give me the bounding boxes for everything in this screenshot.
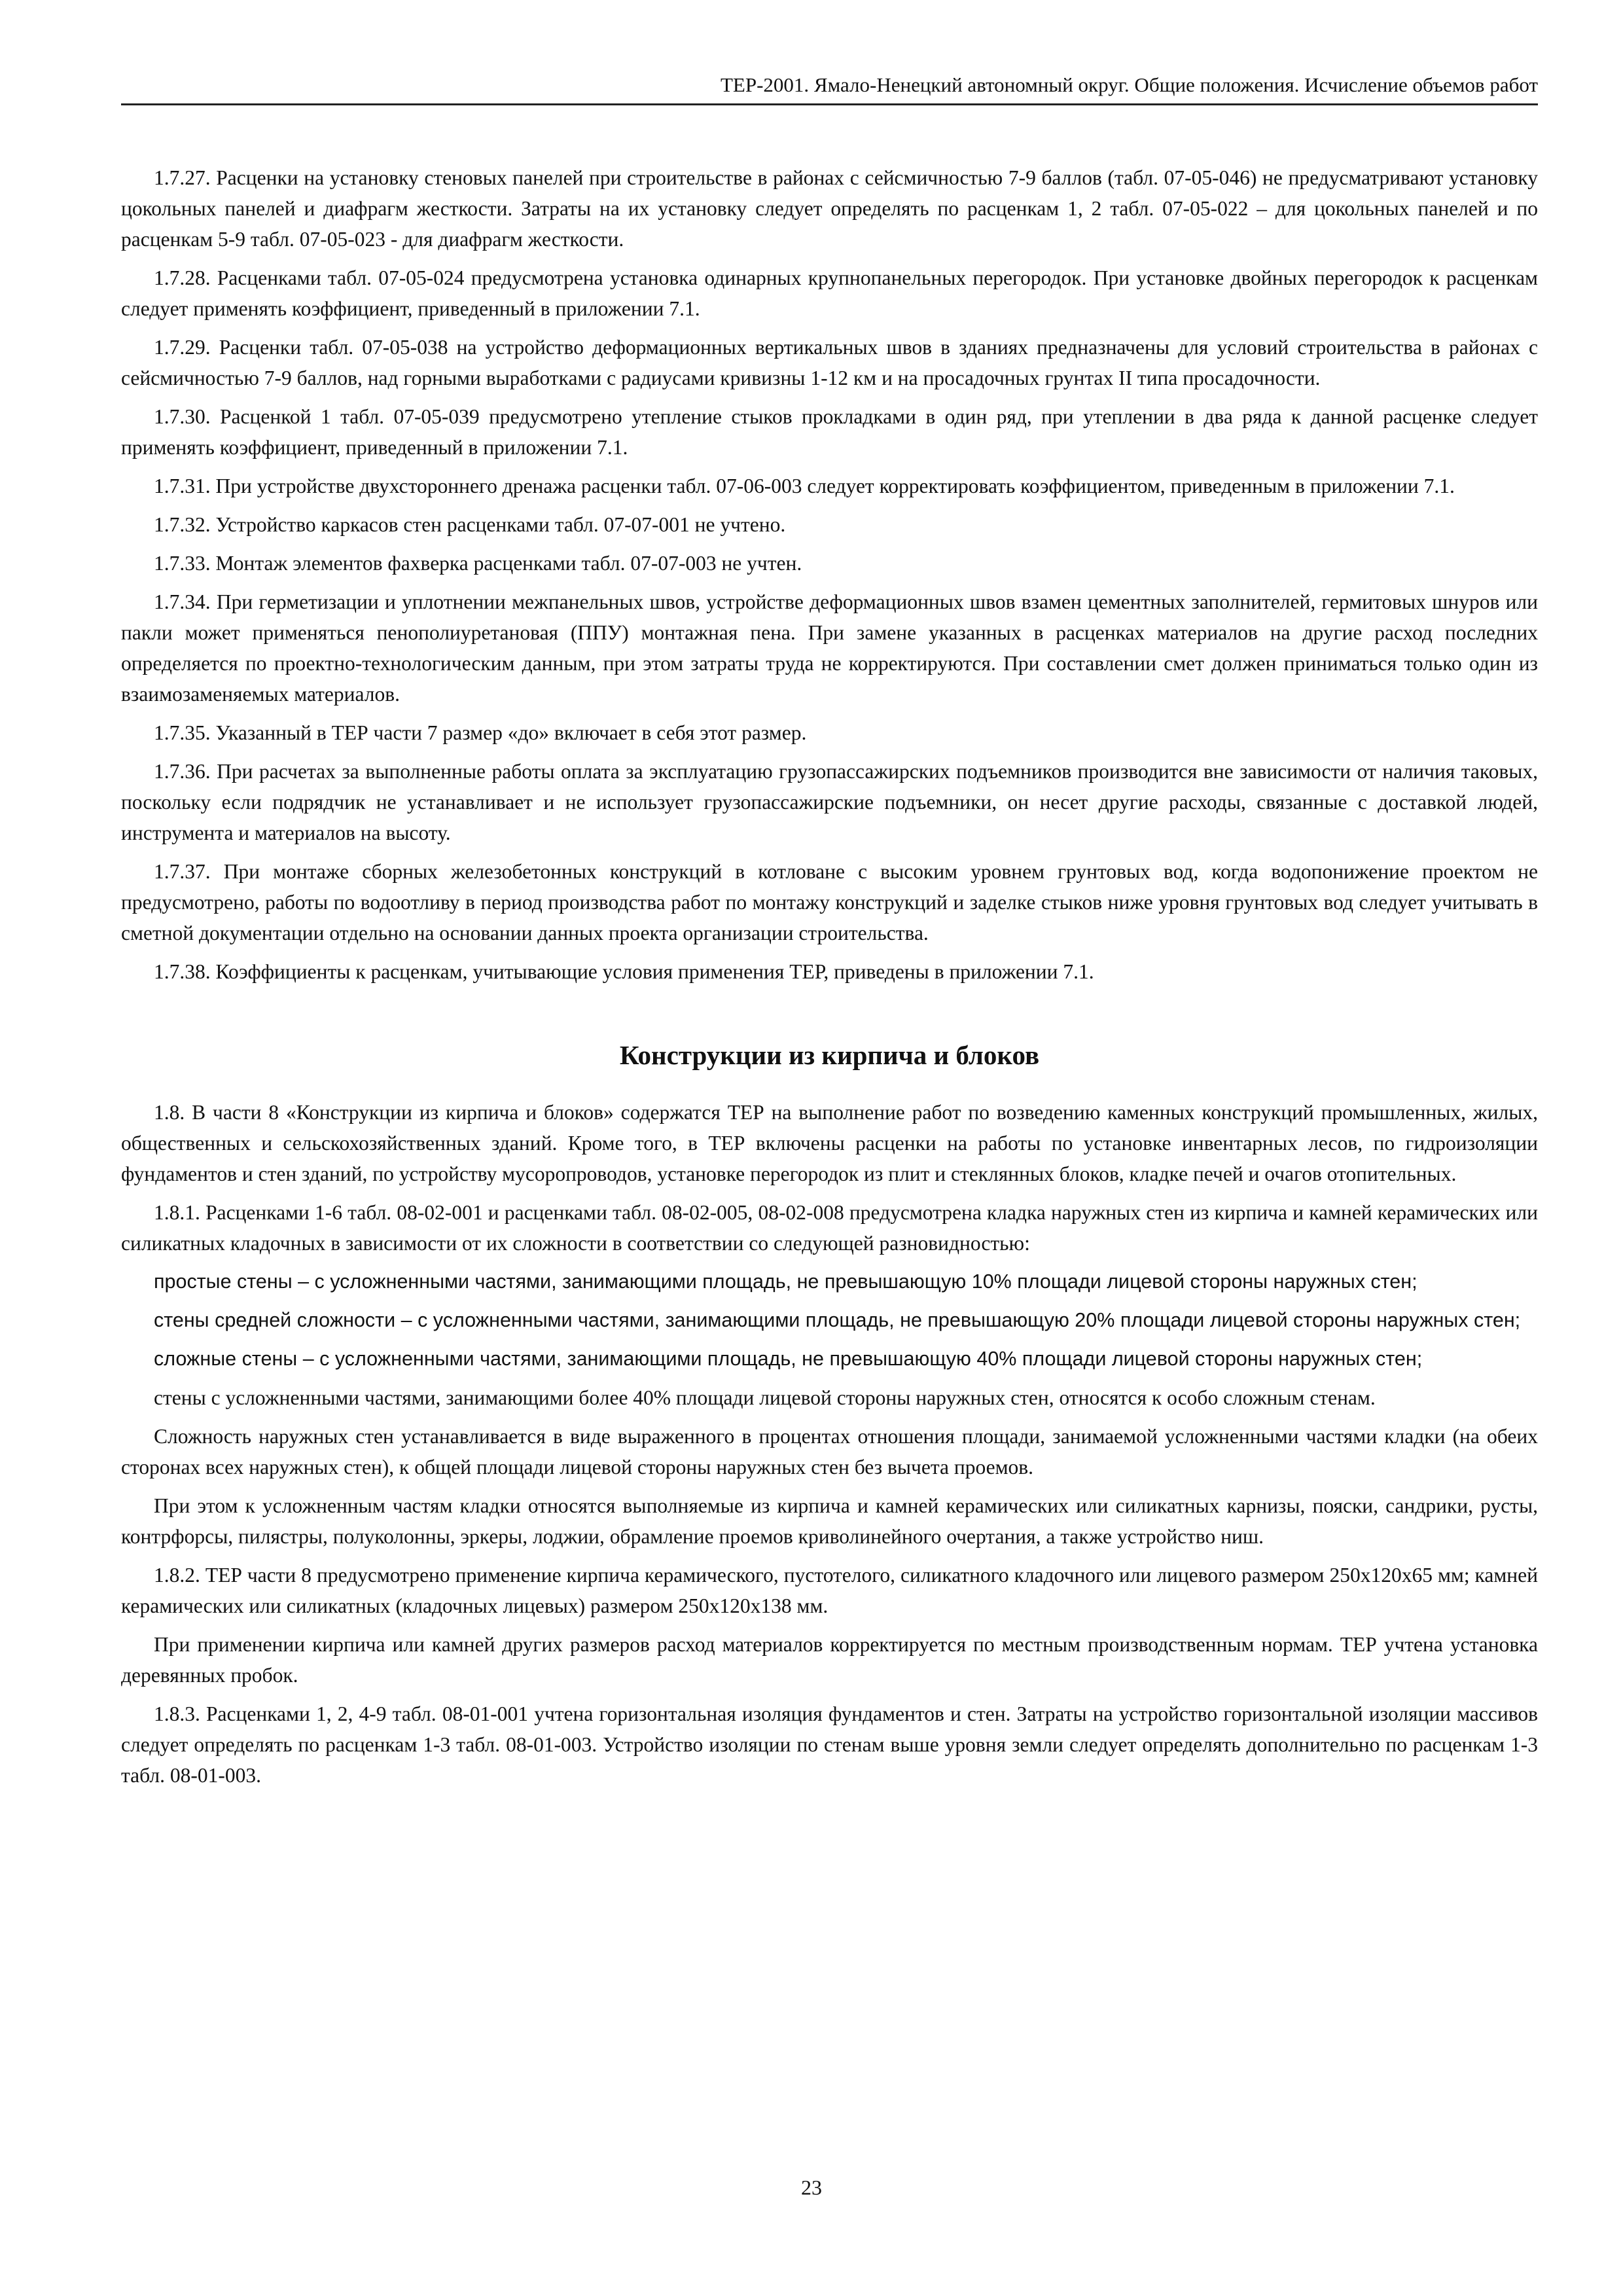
list-item-simple-walls: простые стены – с усложненными частями, занимающими площадь, не превышающую 10% площади лицевой стороны наружных стен; [154,1270,1418,1293]
paragraph-1-8-3: 1.8.3. Расценками 1, 2, 4-9 табл. 08-01-001 учтена горизонтальная изоляция фундаментов и стен. Затраты на устройство горизонтальной изоляции массивов следует определять по расценкам 1-3 табл. 08-01-003. Устройство изоляции по стенам выше уровня земли следует определять дополнительно по расценкам 1-3 табл. 08-01-003. [121,1702,1538,1787]
paragraph-1-7-28: 1.7.28. Расценками табл. 07-05-024 предусмотрена установка одинарных крупнопанельных перегородок. При установке двойных перегородок к расценкам следует применять коэффициент, приведенный в приложении 7.1. [121,266,1538,320]
running-header: ТЕР-2001. Ямало-Ненецкий автономный округ. Общие положения. Исчисление объемов работ [121,71,1538,105]
paragraph-1-8-1: 1.8.1. Расценками 1-6 табл. 08-02-001 и расценками табл. 08-02-005, 08-02-008 предусмотрена кладка наружных стен из кирпича и камней керамических или силикатных кладочных в зависимости от их сложности в соответствии со следующей разновидностью: [121,1201,1538,1255]
paragraph-complex-parts: При этом к усложненным частям кладки относятся выполняемые из кирпича и камней керамических или силикатных карнизы, пояски, сандрики, русты, контрфорсы, пилястры, полуколонны, эркеры, лоджии, обрамление проемов криволинейного очертания, а также устройство ниш. [121,1494,1538,1548]
paragraph-1-7-38: 1.7.38. Коэффициенты к расценкам, учитывающие условия применения ТЕР, приведены в приложении 7.1. [154,960,1094,983]
list-item-medium-walls: стены средней сложности – с усложненными частями, занимающими площадь, не превышающую 20% площади лицевой стороны наружных стен; [154,1309,1521,1331]
paragraph-1-7-36: 1.7.36. При расчетах за выполненные работы оплата за эксплуатацию грузопассажирских подъемников производится вне зависимости от наличия таковых, поскольку если подрядчик не устанавливает и не использует грузопассажирские подъемники, он несет другие расходы, связанные с доставкой людей, инструмента и материалов на высоту. [121,760,1538,844]
paragraph-1-7-30: 1.7.30. Расценкой 1 табл. 07-05-039 предусмотрено утепление стыков прокладками в один ряд, при утеплении в два ряда к данной расценке следует применять коэффициент, приведенный в приложении 7.1. [121,405,1538,459]
page-body [121,162,1538,1799]
paragraph-1-7-31: 1.7.31. При устройстве двухстороннего дренажа расценки табл. 07-06-003 следует корректировать коэффициентом, приведенным в приложении 7.1. [154,475,1455,497]
paragraph-1-7-34: 1.7.34. При герметизации и уплотнении межпанельных швов, устройстве деформационных швов взамен цементных заполнителей, гермитовых шнуров или пакли может применяться пенополиуретановая (ППУ) монтажная пена. При замене указанных в расценках материалов на другие расход последних определяется по проектно-технологическим данным, при этом затраты труда не корректируются. При составлении смет должен приниматься только один из взаимозаменяемых материалов. [121,590,1538,706]
paragraph-1-8: 1.8. В части 8 «Конструкции из кирпича и блоков» содержатся ТЕР на выполнение работ по возведению каменных конструкций промышленных, жилых, общественных и сельскохозяйственных зданий. Кроме того, в ТЕР включены расценки на работы по установке инвентарных лесов, по гидроизоляции фундаментов и стен зданий, по устройству мусоропроводов, установке перегородок из плит и стеклянных блоков, кладке печей и очагов отопительных. [121,1101,1538,1185]
paragraph-1-7-27: 1.7.27. Расценки на установку стеновых панелей при строительстве в районах с сейсмичностью 7-9 баллов (табл. 07-05-046) не предусматривают установку цокольных панелей и диафрагм жесткости. Затраты на их установку следует определять по расценкам 1, 2 табл. 07-05-022 – для цокольных панелей и по расценкам 5-9 табл. 07-05-023 - для диафрагм жесткости. [121,166,1538,251]
paragraph-especially-complex: стены с усложненными частями, занимающими более 40% площади лицевой стороны наружных стен, относятся к особо сложным стенам. [154,1386,1376,1409]
paragraph-1-7-37: 1.7.37. При монтаже сборных железобетонных конструкций в котловане с высоким уровнем грунтовых вод, когда водопонижение проектом не предусмотрено, работы по водоотливу в период производства работ по монтажу конструкций и заделке стыков ниже уровня грунтовых вод следует учитывать в сметной документации отдельно на основании данных проекта организации строительства. [121,860,1538,944]
paragraph-complexity-definition: Сложность наружных стен устанавливается в виде выраженного в процентах отношения площади, занимаемой усложненными частями кладки (на обеих сторонах всех наружных стен), к общей площади лицевой стороны наружных стен без вычета проемов. [121,1425,1538,1479]
list-item-complex-walls: сложные стены – с усложненными частями, занимающими площадь, не превышающую 40% площади лицевой стороны наружных стен; [154,1348,1423,1370]
paragraph-1-7-35: 1.7.35. Указанный в ТЕР части 7 размер «до» включает в себя этот размер. [154,721,807,744]
page-number: 23 [801,2176,822,2199]
paragraph-other-sizes: При применении кирпича или камней других размеров расход материалов корректируется по местным производственным нормам. ТЕР учтена установка деревянных пробок. [121,1633,1538,1687]
paragraph-1-8-2: 1.8.2. ТЕР части 8 предусмотрено применение кирпича керамического, пустотелого, силикатного кладочного или лицевого размером 250х120х65 мм; камней керамических или силикатных (кладочных лицевых) размером 250х120х138 мм. [121,1564,1538,1617]
paragraph-1-7-33: 1.7.33. Монтаж элементов фахверка расценками табл. 07-07-003 не учтен. [154,552,802,575]
paragraph-1-7-29: 1.7.29. Расценки табл. 07-05-038 на устройство деформационных вертикальных швов в зданиях предназначены для условий строительства в районах с сейсмичностью 7-9 баллов, над горными выработками с радиусами кривизны 1-12 км и на просадочных грунтах II типа просадочности. [121,336,1538,389]
section-heading: Конструкции из кирпича и блоков [619,1040,1040,1070]
paragraph-1-7-32: 1.7.32. Устройство каркасов стен расценками табл. 07-07-001 не учтено. [154,513,786,536]
